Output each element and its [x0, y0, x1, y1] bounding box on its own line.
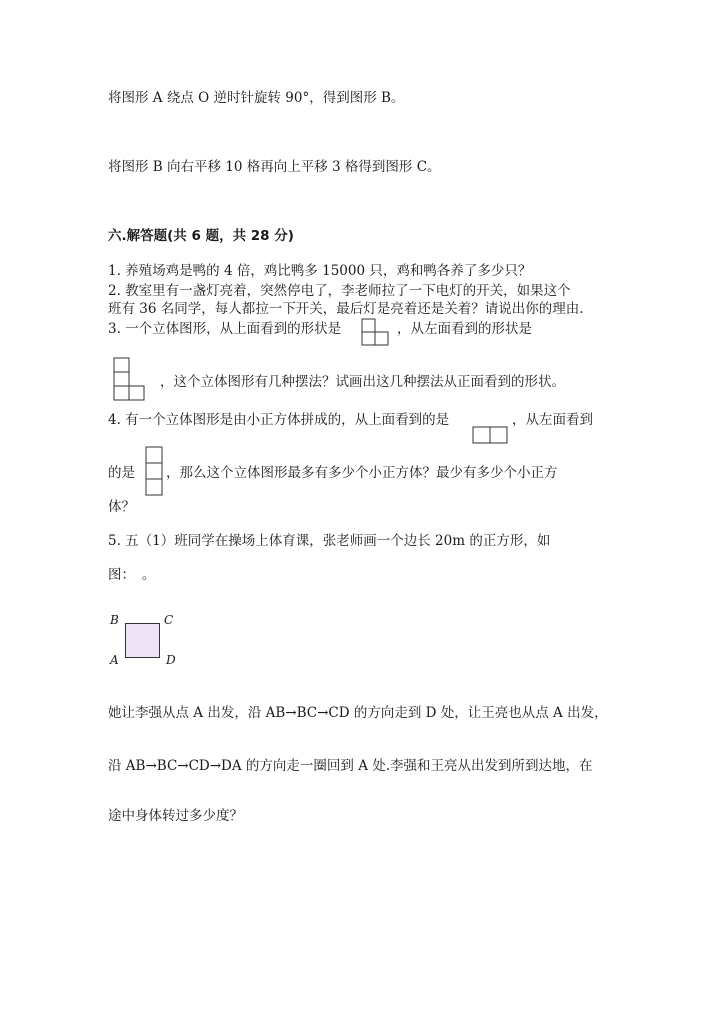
question-3-part-3: ，这个立体图形有几种摆法？试画出这几种摆法从正面看到的形状。 [160, 374, 565, 390]
left-view-figure-q3 [113, 357, 147, 401]
question-5-line-3: 她让李强从点 A 出发，沿 AB→BC→CD 的方向走到 D 处，让王亮也从点 A 出发， [108, 705, 608, 721]
vertex-label-c: C [164, 613, 174, 627]
section-title: 六.解答题(共 6 题，共 28 分) [108, 228, 294, 244]
rotation-instruction: 将图形 A 绕点 O 逆时针旋转 90°，得到图形 B。 [108, 90, 405, 106]
question-5-line-1: 5. 五（1）班同学在操场上体育课，张老师画一个边长 20m 的正方形，如 [108, 533, 551, 549]
vertex-label-a: A [110, 653, 119, 667]
question-4-part-1: 4. 有一个立体图形是由小正方体拼成的，从上面看到的是 [108, 412, 450, 428]
question-3-part-2: ，从左面看到的形状是 [397, 321, 532, 337]
question-3-part-1: 3. 一个立体图形，从上面看到的形状是 [108, 321, 342, 337]
top-view-figure-q3 [361, 318, 391, 346]
question-4-part-5: 体？ [108, 499, 135, 515]
top-view-figure-q4 [472, 426, 508, 444]
vertex-label-d: D [166, 653, 176, 667]
question-4-part-4: ，那么这个立体图形最多有多少个小正方体？最少有多少个小正方 [166, 465, 558, 481]
question-5-line-4: 沿 AB→BC→CD→DA 的方向走一圈回到 A 处.李强和王亮从出发到所到达地，在 [108, 758, 593, 774]
question-4-part-3: 的是 [108, 465, 135, 481]
translation-instruction: 将图形 B 向右平移 10 格再向上平移 3 格得到图形 C。 [108, 159, 441, 175]
question-5-line-5: 途中身体转过多少度？ [108, 808, 243, 824]
question-4-part-2: ，从左面看到 [512, 412, 593, 428]
question-2-line-2: 班有 36 名同学，每人都拉一下开关，最后灯是亮着还是关着？请说出你的理由. [108, 301, 584, 317]
question-1: 1. 养殖场鸡是鸭的 4 倍，鸡比鸭多 15000 只，鸡和鸭各养了多少只？ [108, 263, 532, 279]
vertex-label-b: B [110, 613, 119, 627]
left-view-figure-q4 [145, 446, 164, 496]
square-figure [108, 610, 183, 668]
square-shape [125, 623, 160, 658]
question-2-line-1: 2. 教室里有一盏灯亮着，突然停电了，李老师拉了一下电灯的开关，如果这个 [108, 283, 571, 299]
question-5-line-2: 图： 。 [108, 567, 156, 583]
